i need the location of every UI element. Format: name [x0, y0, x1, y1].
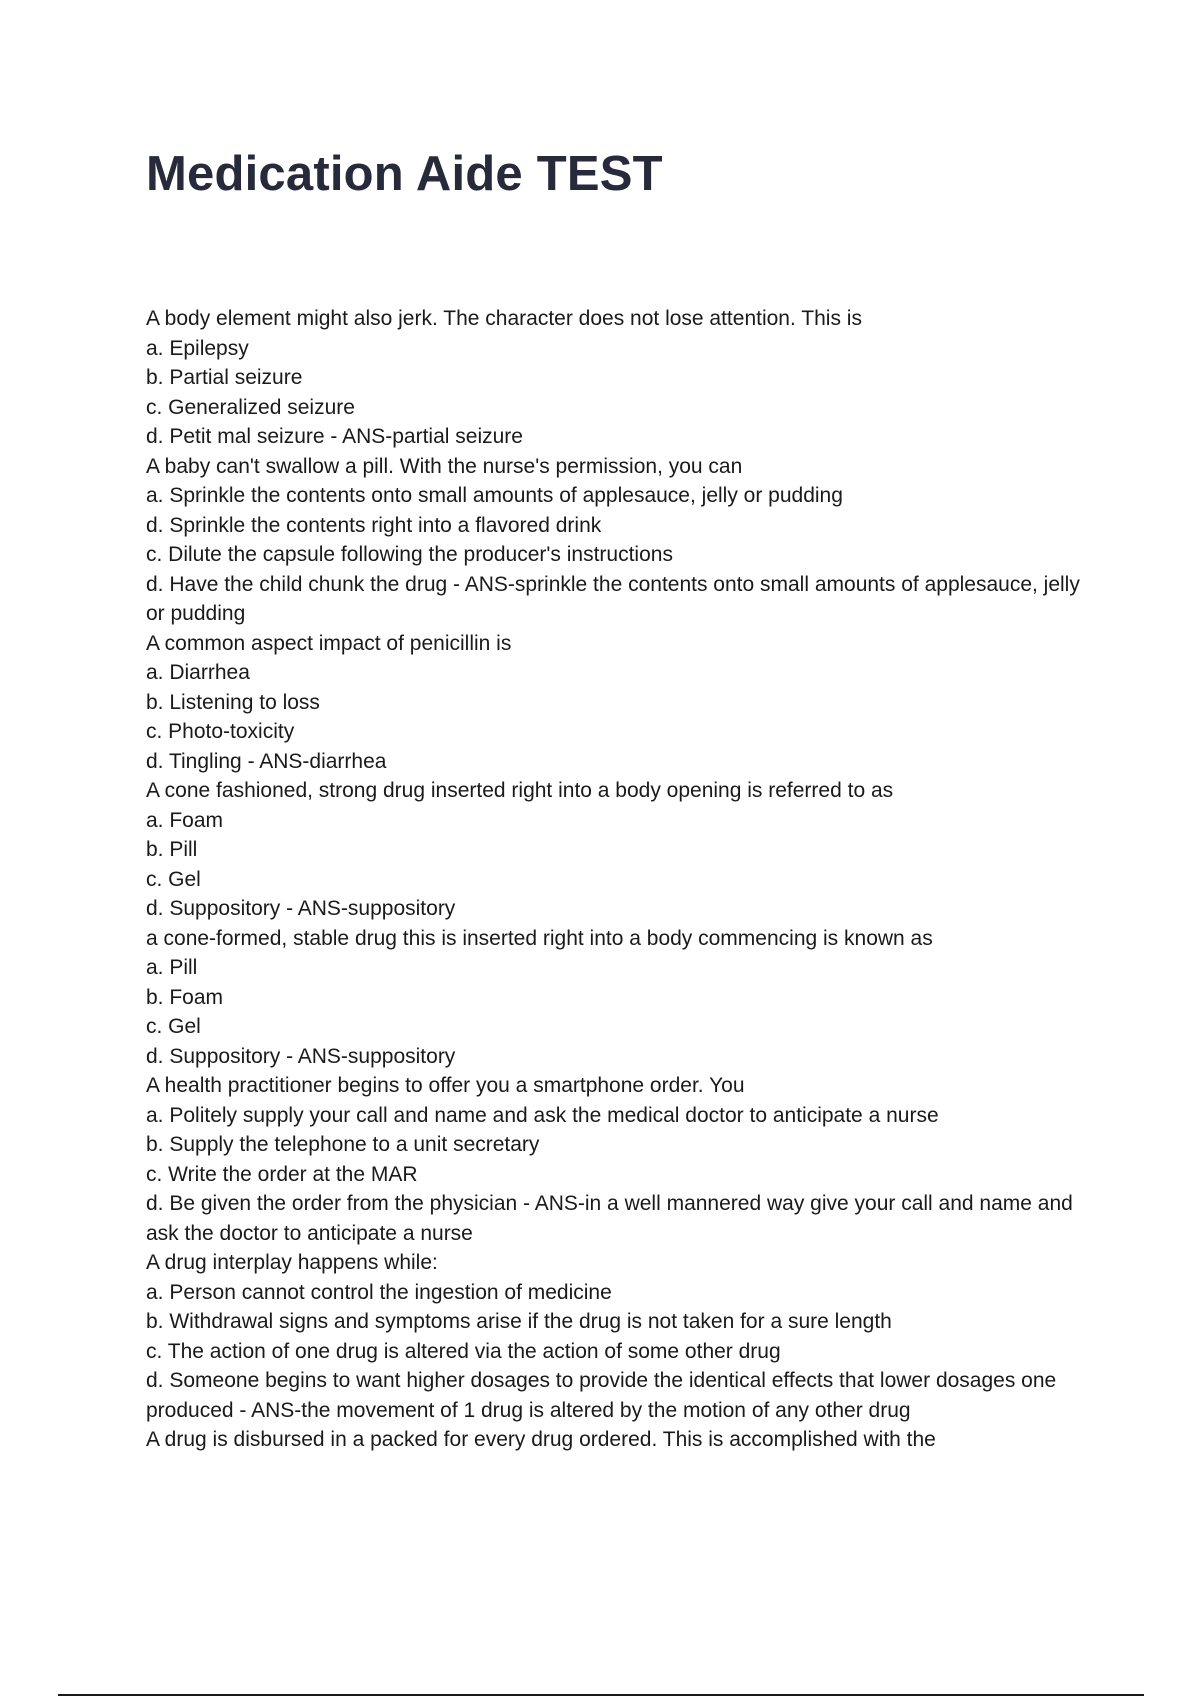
answer-option: b. Pill: [146, 838, 198, 861]
answer-option: b. Listening to loss: [146, 690, 320, 714]
answer-option: b. Partial seizure: [146, 366, 303, 389]
answer-option: a. Politely supply your call and name and ask the medical doctor to anticipate a nurse: [146, 1103, 939, 1127]
question-stem: A cone fashioned, strong drug inserted right into a body opening is referred to as: [146, 779, 894, 802]
question-stem: A drug is disbursed in a packed for every drug ordered. This is accomplished with the: [146, 1428, 936, 1451]
answer-option: a. Diarrhea: [146, 661, 250, 684]
answer-option: b. Withdrawal signs and symptoms arise if the drug is not taken for a sure length: [146, 1310, 892, 1333]
answer-option: c. Gel: [146, 1015, 201, 1038]
answer-option: b. Supply the telephone to a unit secretary: [146, 1133, 540, 1156]
answer-option: a. Person cannot control the ingestion of medicine: [146, 1280, 612, 1304]
answer-option-with-key: d. Suppository - ANS-suppository: [146, 897, 456, 920]
answer-option: c. Dilute the capsule following the producer's instructions: [146, 543, 673, 566]
answer-option: c. Write the order at the MAR: [146, 1162, 418, 1186]
answer-option-with-key: d. Tingling - ANS-diarrhea: [146, 749, 387, 773]
page-title: Medication Aide TEST: [146, 147, 663, 201]
question-stem: A health practitioner begins to offer you a smartphone order. You: [146, 1074, 745, 1097]
question-stem: A common aspect impact of penicillin is: [146, 631, 512, 655]
question-stem: A baby can't swallow a pill. With the nurse's permission, you can: [146, 454, 743, 478]
question-list: [146, 304, 1094, 1455]
answer-option: a. Sprinkle the contents onto small amounts of applesauce, jelly or pudding: [146, 484, 843, 507]
answer-option: c. Generalized seizure: [146, 395, 355, 419]
answer-option: c. Photo-toxicity: [146, 720, 295, 743]
answer-option-with-key: d. Petit mal seizure - ANS-partial seizure: [146, 425, 523, 448]
question-stem: A drug interplay happens while:: [146, 1251, 438, 1274]
answer-option: c. The action of one drug is altered via the action of some other drug: [146, 1339, 781, 1363]
answer-option-with-key: d. Someone begins to want higher dosages to provide the identical effects that lower dosages one produced - ANS-the movement of 1 drug is altered by the motion of any other drug: [146, 1369, 1057, 1422]
answer-option: b. Foam: [146, 985, 224, 1009]
question-stem: A body element might also jerk. The character does not lose attention. This is: [146, 307, 862, 330]
answer-option: a. Foam: [146, 808, 224, 832]
answer-option-with-key: d. Suppository - ANS-suppository: [146, 1044, 456, 1068]
answer-option-with-key: d. Be given the order from the physician - ANS-in a well mannered way give your call and name and ask the doctor to anticipate a nurse: [146, 1192, 1073, 1245]
page-bottom-rule: [58, 1694, 1144, 1696]
answer-option: a. Pill: [146, 956, 198, 979]
answer-option: c. Gel: [146, 867, 201, 891]
answer-option: d. Sprinkle the contents right into a flavored drink: [146, 513, 602, 537]
answer-option-with-key: d. Have the child chunk the drug - ANS-sprinkle the contents onto small amounts of applesauce, jelly or pudding: [146, 572, 1080, 625]
question-stem: a cone-formed, stable drug this is inserted right into a body commencing is known as: [146, 926, 933, 950]
answer-option: a. Epilepsy: [146, 336, 249, 360]
